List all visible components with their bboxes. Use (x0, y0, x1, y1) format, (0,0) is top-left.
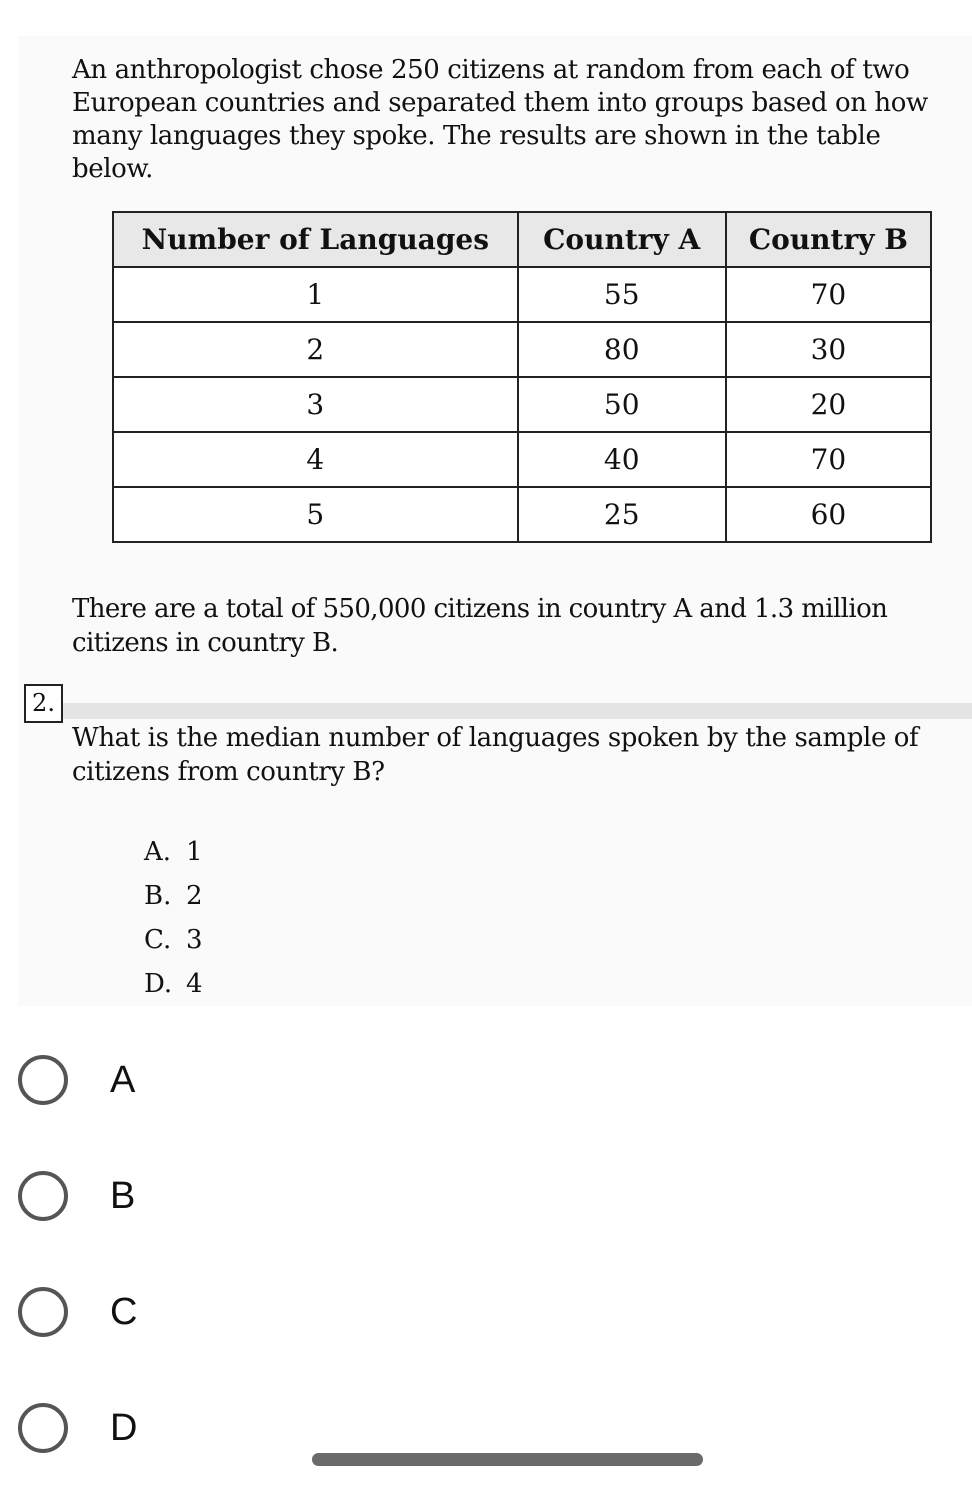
section-divider (62, 703, 972, 719)
answer-option-d[interactable] (18, 1398, 318, 1458)
answer-option-b[interactable] (18, 1166, 318, 1226)
table-cell: 5 (113, 487, 518, 542)
population-note: There are a total of 550,000 citizens in country A and 1.3 million citizens in country B. (72, 594, 888, 658)
table-header: Country A (518, 212, 726, 267)
radio-button[interactable] (18, 1171, 68, 1221)
choice-letter: D. (144, 969, 173, 999)
table-row (113, 267, 931, 322)
radio-button[interactable] (18, 1055, 68, 1105)
table-cell: 1 (113, 267, 518, 322)
choice-letter: B. (144, 881, 172, 911)
table-cell: 50 (518, 377, 726, 432)
choice-item (144, 832, 203, 876)
table-cell: 70 (726, 267, 931, 322)
answer-option-c[interactable] (18, 1282, 318, 1342)
table-cell: 80 (518, 322, 726, 377)
passage-text: An anthropologist chose 250 citizens at random from each of two European countries and separated them into groups based on how many languages they spoke. The results are shown in the table below. (72, 55, 928, 184)
table-cell: 4 (113, 432, 518, 487)
radio-button[interactable] (18, 1287, 68, 1337)
choice-value: 4 (186, 969, 203, 999)
table-cell: 25 (518, 487, 726, 542)
choice-letter: C. (144, 925, 172, 955)
table-cell: 30 (726, 322, 931, 377)
answer-option-a[interactable] (18, 1050, 318, 1110)
table-cell: 60 (726, 487, 931, 542)
answer-label: C (110, 1290, 138, 1333)
table-cell: 70 (726, 432, 931, 487)
choice-item (144, 964, 203, 1008)
answer-label: D (110, 1406, 138, 1449)
choice-item (144, 876, 203, 920)
radio-button[interactable] (18, 1403, 68, 1453)
choice-value: 3 (186, 925, 203, 955)
table-row (113, 432, 931, 487)
choice-list (144, 832, 203, 1008)
choice-letter: A. (144, 837, 172, 867)
table-header-row (113, 212, 931, 267)
languages-table (112, 211, 932, 543)
table-cell: 40 (518, 432, 726, 487)
table-row (113, 322, 931, 377)
table-cell: 3 (113, 377, 518, 432)
choice-item (144, 920, 203, 964)
table-row (113, 377, 931, 432)
table-header: Country B (726, 212, 931, 267)
choice-value: 1 (186, 837, 203, 867)
table-cell: 20 (726, 377, 931, 432)
question-number: 2. (24, 684, 63, 723)
table-cell: 55 (518, 267, 726, 322)
answer-label: B (110, 1174, 136, 1217)
home-indicator[interactable] (312, 1453, 703, 1466)
table-header: Number of Languages (113, 212, 518, 267)
table-cell: 2 (113, 322, 518, 377)
question-text: What is the median number of languages spoken by the sample of citizens from country B? (72, 723, 919, 787)
choice-value: 2 (186, 881, 203, 911)
table-row (113, 487, 931, 542)
answer-label: A (110, 1058, 136, 1101)
